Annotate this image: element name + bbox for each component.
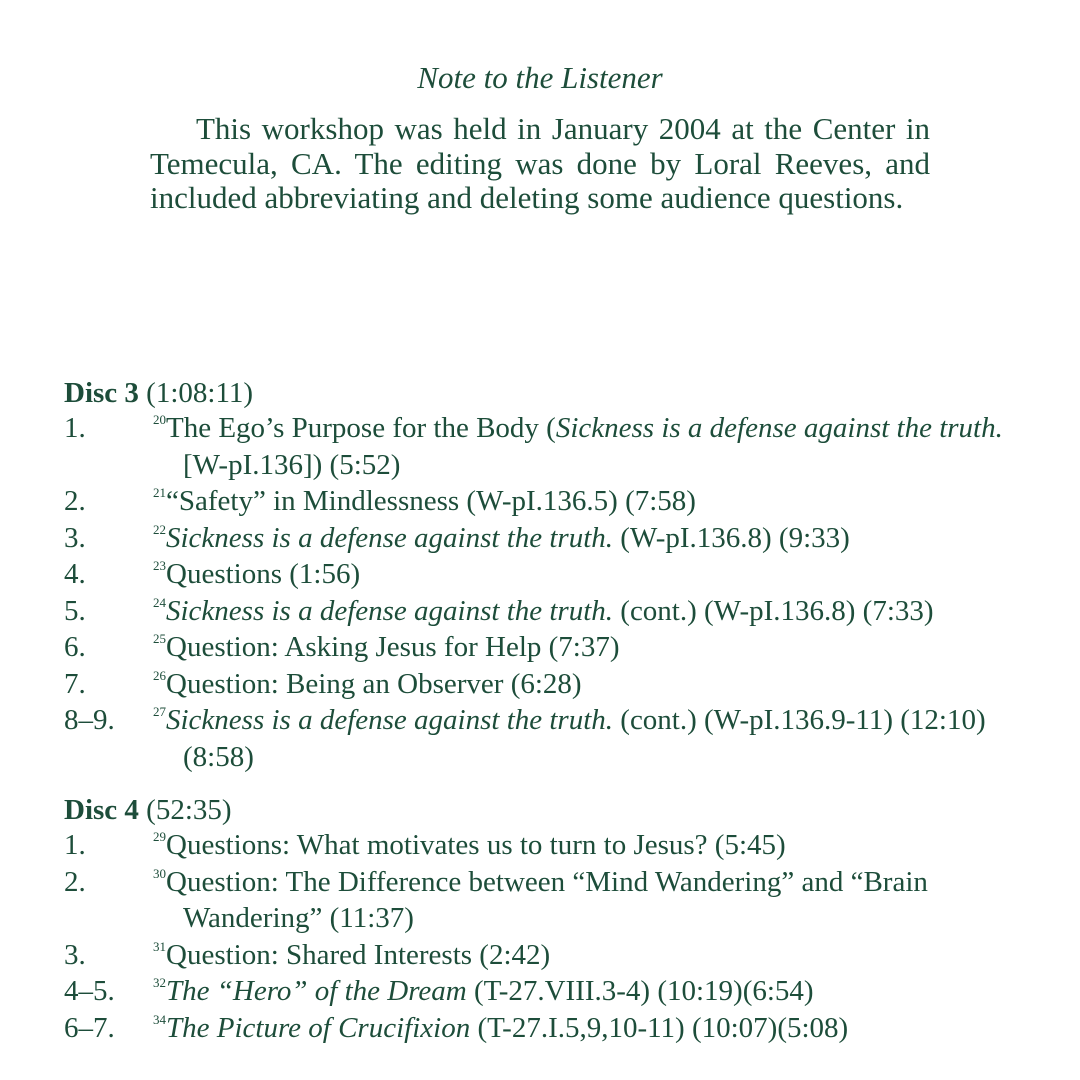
track-number: 1.: [64, 829, 86, 861]
track-list: [64, 827, 1024, 1046]
track-item: [64, 520, 1024, 557]
track-number: 1.: [64, 412, 86, 444]
footnote-marker: 25: [153, 631, 166, 646]
footnote-marker: 31: [153, 938, 166, 954]
footnote-marker: 27: [153, 704, 166, 719]
track-number: 2.: [64, 485, 86, 517]
track-number: 5.: [64, 594, 86, 627]
footnote-marker: 21: [153, 485, 166, 500]
track-title-italic: The Picture of Crucifixion: [166, 1011, 471, 1044]
track-title-text: (cont.) (W-pI.136.8) (7:33): [613, 594, 934, 627]
disc-duration: (1:08:11): [146, 377, 254, 409]
footnote-marker: 23: [153, 558, 166, 573]
track-list: [64, 410, 1024, 775]
track-item: [64, 629, 1024, 666]
track-number: 3.: [64, 938, 86, 971]
track-title: [153, 593, 1024, 630]
disc-label: Disc 4: [64, 794, 139, 826]
track-item: [64, 702, 1024, 775]
track-title: [153, 827, 1024, 864]
disc-heading: [64, 376, 1024, 410]
track-item: [64, 973, 1024, 1010]
track-number: 4–5.: [64, 975, 115, 1007]
disc-duration: (52:35): [146, 794, 232, 826]
footnote-marker: 24: [153, 594, 166, 610]
track-number: 4.: [64, 558, 86, 590]
track-title: [153, 556, 1024, 593]
footnote-marker: 34: [153, 1011, 166, 1027]
footnote-marker: 20: [153, 412, 166, 427]
track-title: [153, 666, 1024, 703]
track-item: [64, 827, 1024, 864]
track-title: [153, 973, 1024, 1010]
track-title-italic: Sickness is a defense against the truth.: [166, 594, 614, 627]
track-number: 3.: [64, 521, 86, 554]
track-title-text: [W-pI.136]) (5:52): [183, 448, 401, 481]
track-title-text: Questions (1:56): [166, 558, 361, 590]
note-title: Note to the Listener: [417, 60, 663, 95]
footnote-marker: 30: [153, 865, 166, 881]
track-title-text: (T-27.I.5,9,10-11) (10:07)(5:08): [470, 1011, 849, 1044]
track-title: [153, 629, 1024, 666]
track-title-text: The Ego’s Purpose for the Body (: [166, 412, 556, 444]
disc-label: Disc 3: [64, 377, 139, 409]
track-title-text: Question: The Difference between “Mind Wandering” and “Brain Wandering” (11:37): [166, 865, 928, 934]
track-title-text: (W-pI.136.8) (9:33): [613, 521, 850, 554]
track-title-text: Question: Shared Interests (2:42): [166, 938, 551, 971]
track-title-text: “Safety” in Mindlessness (W-pI.136.5) (7:58): [166, 485, 696, 517]
track-item: [64, 483, 1024, 520]
track-title-text: Question: Being an Observer (6:28): [166, 667, 582, 700]
track-item: [64, 864, 1024, 937]
track-title: [153, 520, 1024, 557]
track-item: [64, 410, 1024, 483]
track-title-italic: Sickness is a defense against the truth.: [166, 704, 614, 736]
track-item: [64, 666, 1024, 703]
track-title: [153, 483, 1024, 520]
track-title-text: Questions: What motivates us to turn to Jesus? (5:45): [166, 829, 786, 861]
track-title: [153, 1010, 1024, 1047]
disc-heading: [64, 793, 1024, 827]
track-item: [64, 1010, 1024, 1047]
track-number: 6.: [64, 631, 86, 663]
track-number: 2.: [64, 865, 86, 898]
track-title-text: (T-27.VIII.3-4) (10:19)(6:54): [466, 975, 814, 1007]
track-title: [153, 410, 1024, 483]
footnote-marker: 29: [153, 829, 166, 844]
track-item: [64, 593, 1024, 630]
footnote-marker: 22: [153, 521, 166, 537]
track-number: 8–9.: [64, 704, 115, 736]
disc-4-section: [64, 793, 1024, 1046]
disc-3-section: [64, 376, 1024, 775]
track-title-text: (cont.) (W-pI.136.9-11) (12:10)(8:58): [183, 704, 986, 773]
track-title-text: Question: Asking Jesus for Help (7:37): [166, 631, 620, 663]
track-title: [153, 702, 1024, 775]
track-item: [64, 937, 1024, 974]
track-title-italic: Sickness is a defense against the truth.: [166, 521, 614, 554]
track-number: 7.: [64, 667, 86, 700]
note-body: This workshop was held in January 2004 at the Center in Temecula, CA. The editing was done by Loral Reeves, and included abbreviating and deleting some audience questions.: [150, 111, 930, 215]
track-title-italic: Sickness is a defense against the truth.: [555, 412, 1003, 444]
footnote-marker: 32: [153, 975, 166, 990]
track-number: 6–7.: [64, 1011, 115, 1044]
track-title: [153, 864, 1024, 937]
footnote-marker: 26: [153, 667, 166, 683]
track-title: [153, 937, 1024, 974]
track-item: [64, 556, 1024, 593]
track-title-italic: The “Hero” of the Dream: [166, 975, 467, 1007]
